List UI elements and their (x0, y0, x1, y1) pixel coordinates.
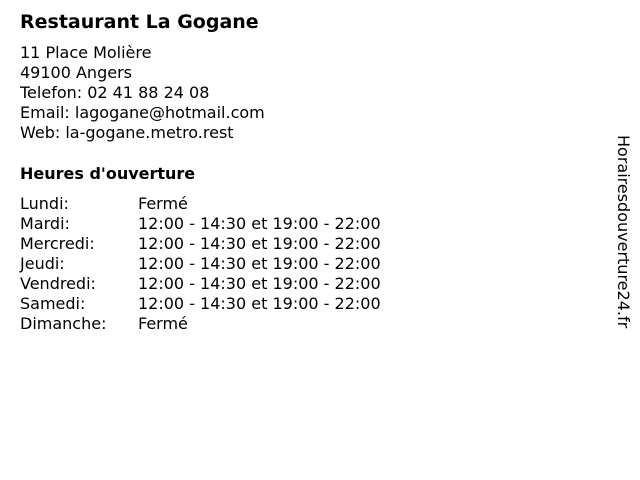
hours-row-tuesday (20, 214, 381, 234)
hours-day-label: Mardi: (20, 214, 70, 233)
hours-day-label: Dimanche: (20, 314, 107, 333)
hours-row-monday (20, 194, 381, 214)
phone-line: Telefon: 02 41 88 24 08 (20, 83, 210, 102)
hours-row-sunday (20, 314, 381, 334)
address-city: 49100 Angers (20, 63, 132, 82)
hours-row-thursday (20, 254, 381, 274)
address-street: 11 Place Molière (20, 43, 152, 62)
email-line: Email: lagogane@hotmail.com (20, 103, 265, 122)
hours-day-label: Jeudi: (20, 254, 65, 273)
hours-table (20, 194, 381, 334)
web-line: Web: la-gogane.metro.rest (20, 123, 234, 142)
contact-block (20, 43, 265, 143)
hours-row-wednesday (20, 234, 381, 254)
hours-time-value: 12:00 - 14:30 et 19:00 - 22:00 (138, 234, 381, 253)
hours-time-value: 12:00 - 14:30 et 19:00 - 22:00 (138, 294, 381, 313)
hours-day-label: Vendredi: (20, 274, 96, 293)
site-watermark: Horairesdouverture24.fr (614, 135, 633, 329)
hours-time-value: 12:00 - 14:30 et 19:00 - 22:00 (138, 254, 381, 273)
hours-heading: Heures d'ouverture (20, 164, 196, 183)
hours-day-label: Lundi: (20, 194, 69, 213)
hours-time-value: 12:00 - 14:30 et 19:00 - 22:00 (138, 274, 381, 293)
hours-time-value: 12:00 - 14:30 et 19:00 - 22:00 (138, 214, 381, 233)
hours-day-label: Samedi: (20, 294, 86, 313)
hours-row-saturday (20, 294, 381, 314)
hours-time-value: Fermé (138, 194, 188, 213)
restaurant-name: Restaurant La Gogane (20, 11, 259, 33)
hours-row-friday (20, 274, 381, 294)
hours-time-value: Fermé (138, 314, 188, 333)
hours-day-label: Mercredi: (20, 234, 95, 253)
